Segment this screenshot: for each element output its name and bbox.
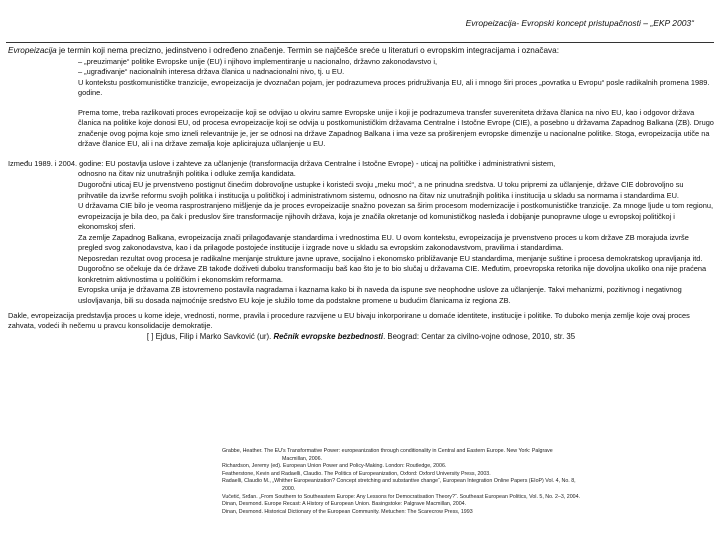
title-divider bbox=[6, 42, 714, 43]
slide-title: Evropeizacija- Evropski koncept pristupačnosti – „EKP 2003“ bbox=[465, 18, 694, 28]
body-paragraph-4: Za zemlje Zapadnog Balkana, evropeizacija znači prilagođavanje standardima i vrednostima EU. U ovom kontekstu, evropeizacija je prvenstveno proces u kom države ZB morajuda izvrše pregled svog zakonodavstva, kao i da prilagode postojeće institucije i izgrade nove u skladu sa evropskim zakonodavstvom, pravilima i standardima. bbox=[78, 232, 689, 253]
intro-paragraph-2: Prema tome, treba razlikovati proces evropeizacije koji se odvijao u okviru samre Evropske unije i koji je podrazumeva transfer suvereniteta država članica na nivo EU, kao i odgovor država članica na politike koje donosi EU, od procesa evropeizacije koji se odvija u postkomunističkim državama Centralne i Istočne Evrope (CIE), a posebno u državama Zapadnog Balkana (ZB). Drugo značenje ovog pojma koje smo izneli relevantnije je, jer se odnosi na države Zapadnog Balkana i ima veze sa proširenjem evropske dimenzije u nacionalne politike. Stoga, evropeizacija utiče na države članice EU, ali i na države zemalja koje aplicirajuza učlanjenje u EU. bbox=[78, 107, 714, 149]
intro-item-1: – „preuzimanje“ politike Evropske unije (EU) i njihovo implementiranje u nacionalno, državno zakonodavstvo i, bbox=[78, 56, 438, 66]
bibliography bbox=[222, 448, 712, 516]
body-conclusion: Dakle, evropeizacija predstavlja proces u kome ideje, vrednosti, norme, pravila i procedure razvijene u EU bivaju inkorporirane u domaće identitete, institucije i politike. To duboko menja zemlje koje ovaj proces zahvata, vodeći ih nečemu u pravcu konsolidacije demokratije. bbox=[8, 310, 690, 331]
bibliography-entry: Radaelli, Claudio M., „Whither Europeanization? Concept stretching and substantive change“, European Integration Online Papers (EIoP) Vol. 4, No. 8, bbox=[222, 478, 576, 485]
intro-definition bbox=[8, 46, 714, 57]
intro-term: Evropeizacija bbox=[8, 46, 57, 55]
citation-suffix: . Beograd: Centar za civilno-vojne odnose, 2010, str. 35 bbox=[383, 331, 576, 341]
bibliography-entry: Vučetić, Srđan. „From Southern to Southeastern Europe: Any Lessons for Democratisation Theory?“. Southeast European Politics, Vol. 5, No. 2–3, 2004. bbox=[222, 493, 581, 500]
body-paragraph-5: Neposredan rezultat ovog procesa je radikalne menjanje strukture javne uprave, socijalno i ekonomsko približavanje EU standardima, menjanje suštine i procesa demokratskog upravljanja itd. Dugoročno se očekuje da će države ZB takođe doživeti duboku transformaciju baš kao što je to bio slučaj u državama CIE. Međutim, proevropska retorika nije dovoljna ukoliko ona nije praćena konkretnim aktivnostima u političkim i ekonomskim reformama. bbox=[78, 253, 707, 284]
intro-definition-text: je termin koji nema precizno, jedinstveno i određeno značenje. Termin se najčešće sreće u literaturi o evropskim integracijama i označava: bbox=[56, 46, 559, 55]
bibliography-entry: Featherstone, Kevin and Radaelli, Claudio. The Politics of Europeanization, Oxford: Oxford University Press, 2003. bbox=[222, 470, 491, 477]
bibliography-entry: Dinan, Desmond. Historical Dictionary of the European Community. Metuchen: The Scarecrow Press, 1993 bbox=[222, 508, 473, 515]
body-paragraph-1a: Između 1989. i 2004. godine: EU postavlja uslove i zahteve za učlanjenje (transformacija država Centralne i Istočne Evrope) - uticaj na političke i administrativni sistem, bbox=[8, 158, 556, 168]
bibliography-entry-continuation: 2000. bbox=[282, 485, 296, 492]
body-paragraph-6: Evropska unija je državama ZB istovremeno postavila nagradama i kaznama kako bi ih naveda da ispune sve neophodne uslove za učlanjenje. Takvi mehanizmi, pozitivnog i negativnog uslovljavanja, bili su dosada najmoćnije sredstvo EU koje je služilo tome da podstakne promene u budućim članicama iz regiona ZB. bbox=[78, 285, 682, 306]
slide-body bbox=[8, 46, 714, 342]
bibliography-entry: Grabbe, Heather. The EU’s Transformative Power: europeanization through conditionality in Central and Eastern Europe. New York: Palgrave bbox=[222, 448, 553, 454]
source-citation bbox=[8, 332, 714, 343]
body-paragraph-3: U državama CIE bilo je veoma rasprostranjeno mišljenje da je proces evropeizacije snažno povezan sa širim procesom modernizacije i postkomunističke tranzicije. Za mnoge ljude u tom regionu, evropeizacija je bila deo, pa čak i preduslov šire transformacije njihovih država, koja je značila okretanje od komunističkog nasleđa i dobijanje punopravne uloge u evropskoj političkoj i ekonomskoj sferi. bbox=[78, 201, 714, 232]
citation-title: Rečnik evropske bezbednosti bbox=[273, 331, 384, 341]
bibliography-entry: Richardson, Jeremy (ed). European Union Power and Policy-Making. London: Routledge, 2006. bbox=[222, 463, 447, 470]
body-paragraph-2: Dugoročni uticaj EU je prvenstveno postignut činećim dobrovoljne ustupke i koristeći svoju „meku moć“, a ne prinudna sredstva. U toku pripremi za učlanjenje, države CIE dobrovoljno su prihvatile da izvrše reformu svojih politika i institucija u političkoj i administrativnom sistemu, odnosno na čitav niz unutrašnjih politika i institucija u skladu sa normama i standardima EU. bbox=[78, 180, 684, 200]
bibliography-entry-continuation: Macmillan, 2006. bbox=[282, 455, 323, 462]
bibliography-entry: Dinan, Desmond. Europe Recast: A History of European Union. Basingstoke: Palgrave Macmillan, 2004. bbox=[222, 501, 467, 508]
intro-paragraph-1: U kontekstu postkomunističke tranzicije, evropeizacija je dvoznačan pojam, jer podrazumeva proces pridruživanja EU, ali i mnogo širi proces „povratka u Evropu“ posle radikalnih promena 1989. godine. bbox=[78, 77, 710, 98]
citation-prefix: [ ] Ejdus, Filip i Marko Savković (ur). bbox=[146, 331, 274, 341]
intro-item-2: – „ugrađivanje“ nacionalnih interesa država članica u nadnacionalni nivo, tj. u EU. bbox=[78, 67, 345, 77]
body-paragraph-1b: odnosno na čitav niz unutrašnjih politika i odluke zemlja kandidata. bbox=[78, 169, 296, 179]
